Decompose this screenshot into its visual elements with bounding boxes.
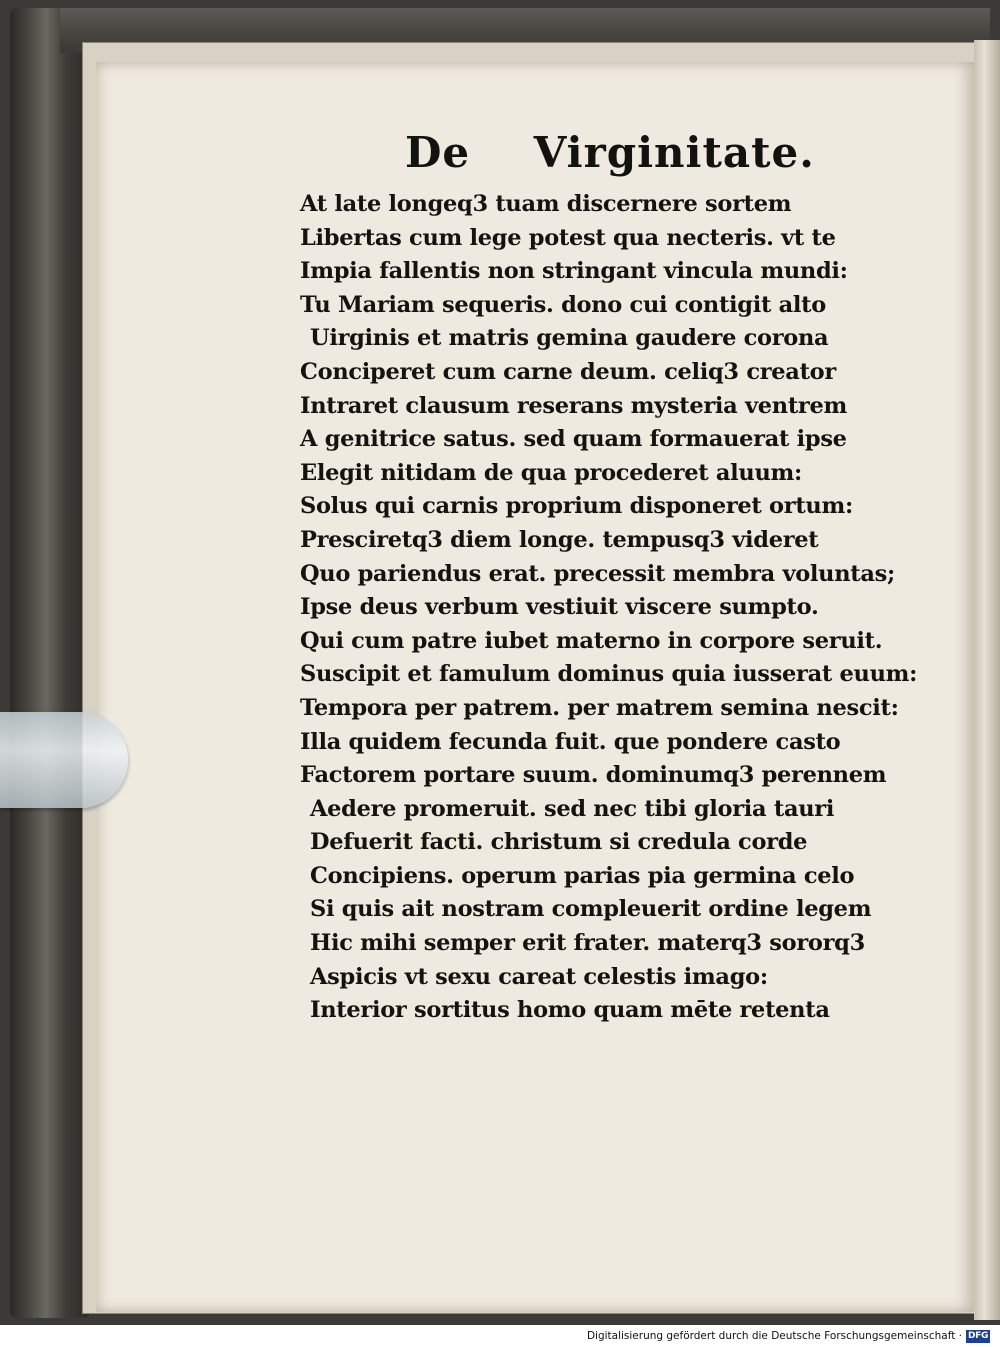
verse-line: Solus qui carnis proprium disponeret ortum: bbox=[300, 493, 853, 520]
verse-line: Uirginis et matris gemina gaudere corona bbox=[310, 325, 829, 352]
verse-line: Impia fallentis non stringant vincula mundi: bbox=[300, 258, 848, 285]
verse-line: Interior sortitus homo quam mēte retenta bbox=[310, 997, 830, 1024]
verse-line: Si quis ait nostram compleuerit ordine legem bbox=[310, 896, 872, 923]
verse-line: At late longeq3 tuam discernere sortem bbox=[300, 191, 792, 217]
verse-line: Tu Mariam sequeris. dono cui contigit alto bbox=[300, 291, 826, 318]
verse-line: Quo pariendus erat. precessit membra voluntas; bbox=[300, 560, 896, 587]
verse-line: Qui cum patre iubet materno in corpore seruit. bbox=[300, 627, 883, 654]
verse-line: Tempora per patrem. per matrem semina nescit: bbox=[300, 694, 899, 721]
funding-credit: Digitalisierung gefördert durch die Deutsche Forschungsgemeinschaft · bbox=[586, 1330, 962, 1342]
verse-line: Aedere promeruit. sed nec tibi gloria tauri bbox=[310, 795, 835, 822]
verse-line: Intraret clausum reserans mysteria ventrem bbox=[300, 392, 847, 419]
verse-line: A genitrice satus. sed quam formauerat ipse bbox=[300, 426, 847, 453]
verse-line: Aspicis vt sexu careat celestis imago: bbox=[310, 963, 768, 990]
verse-line: Hic mihi semper erit frater. materq3 sororq3 bbox=[310, 930, 865, 957]
verse-line: Presciretq3 diem longe. tempusq3 videret bbox=[300, 526, 819, 553]
verse-line: Conciperet cum carne deum. celiq3 creator bbox=[300, 358, 836, 385]
dfg-logo: DFG bbox=[967, 1331, 989, 1341]
verse-line: Concipiens. operum parias pia germina celo bbox=[310, 862, 855, 889]
verse-line: Illa quidem fecunda fuit. que pondere casto bbox=[300, 728, 841, 755]
verse-line: Elegit nitidam de qua procederet aluum: bbox=[300, 459, 803, 486]
verse-line: Libertas cum lege potest qua necteris. vt te bbox=[300, 224, 836, 251]
verse-line: Suscipit et famulum dominus quia iusserat euum: bbox=[300, 661, 918, 688]
verse-line: Ipse deus verbum vestiuit viscere sumpto. bbox=[300, 594, 819, 621]
verse-text bbox=[300, 188, 918, 1028]
verse-line: Defuerit facti. christum si credula corde bbox=[310, 829, 808, 856]
page-clip bbox=[0, 712, 128, 808]
book-binding-left bbox=[10, 8, 90, 1318]
page-right-edge bbox=[974, 40, 1000, 1320]
page-heading: De Virginitate. bbox=[405, 128, 815, 177]
verse-line: Factorem portare suum. dominumq3 perennem bbox=[300, 762, 887, 789]
